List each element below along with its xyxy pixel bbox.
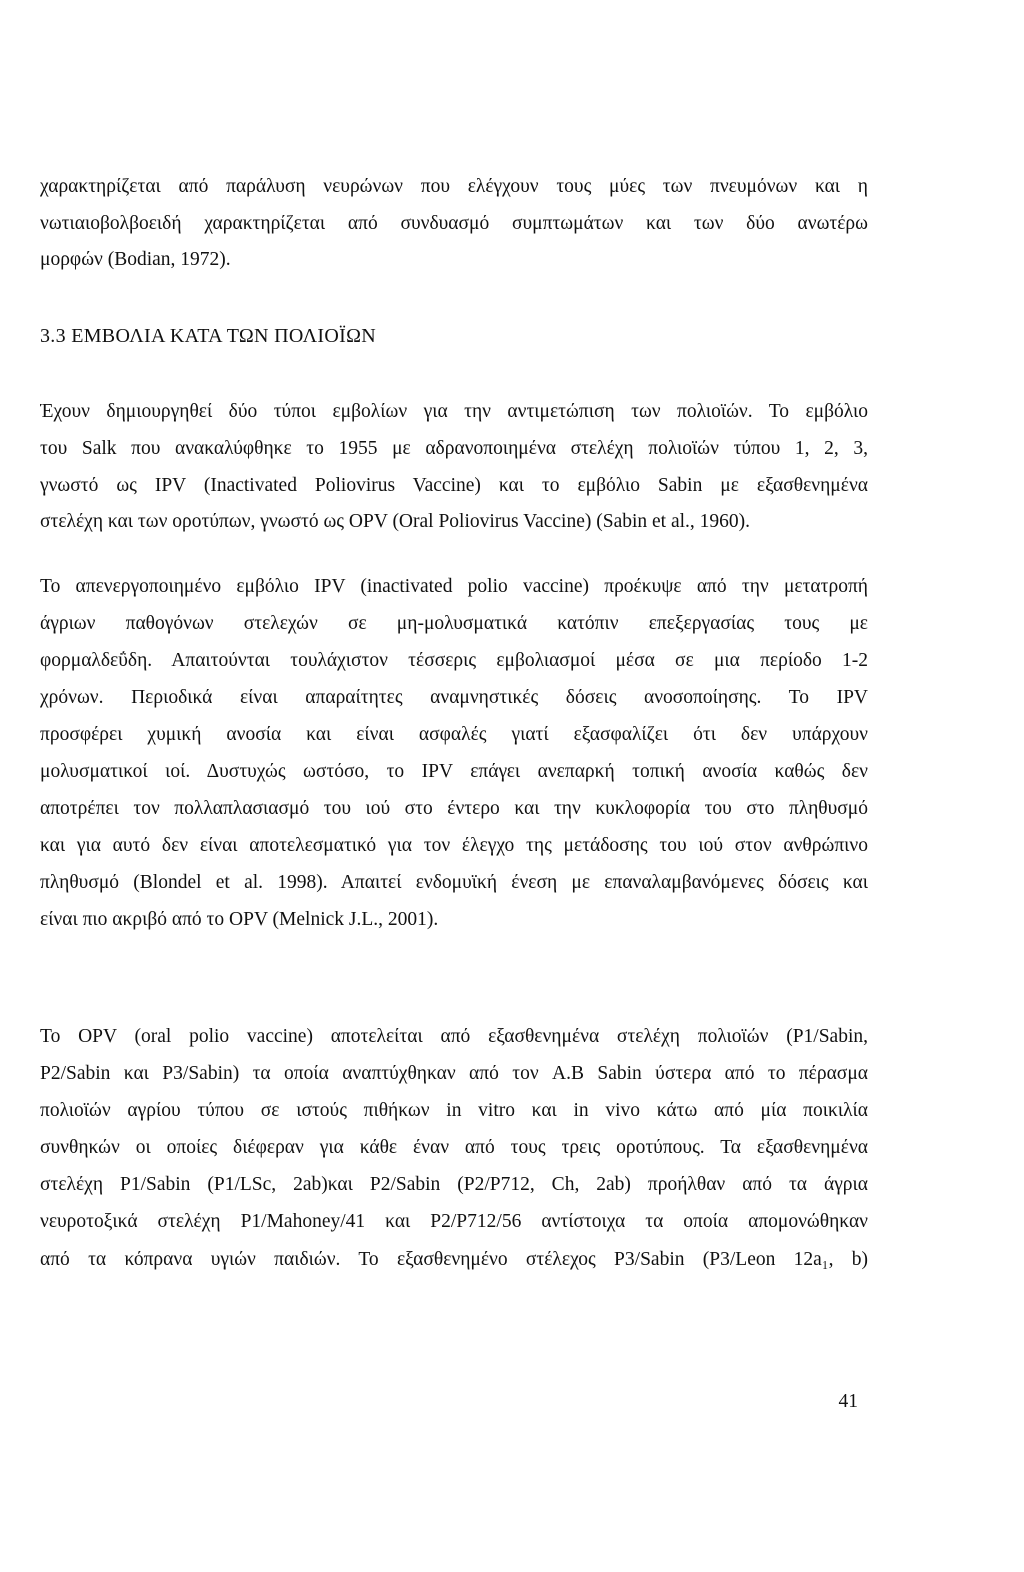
text-line: συνθηκών οι οποίες διέφεραν για κάθε έναν από τους τρεις οροτύπους. Τα εξασθενημένα [40, 1137, 868, 1158]
text-line: νευροτοξικά στελέχη P1/Mahoney/41 και P2/P712/56 αντίστοιχα τα οποία απομονώθηκαν [40, 1211, 868, 1232]
text-line: προσφέρει χυμική ανοσία και είναι ασφαλές γιατί εξασφαλίζει ότι δεν υπάρχουν [40, 724, 868, 745]
text-line: και για αυτό δεν είναι αποτελεσματικό για τον έλεγχο της μετάδοσης του ιού στον ανθρώπινο [40, 835, 868, 856]
text-line: πληθυσμό (Blondel et al. 1998). Απαιτεί ενδομυϊκή ένεση με επαναλαμβανόμενες δόσεις και [40, 872, 868, 893]
text-line: αποτρέπει τον πολλαπλασιασμό του ιού στο έντερο και την κυκλοφορία του στο πληθυσμό [40, 798, 868, 819]
text-line: στελέχη και των οροτύπων, γνωστό ως OPV (Oral Poliovirus Vaccine) (Sabin et al., 1960). [40, 511, 751, 532]
text-line: μολυσματικοί ιοί. Δυστυχώς ωστόσο, το IPV επάγει ανεπαρκή τοπική ανοσία καθώς δεν [40, 761, 868, 782]
text-line: φορμαλδεΰδη. Απαιτούνται τουλάχιστον τέσσερις εμβολιασμοί μέσα σε μια περίοδο 1-2 [40, 650, 868, 671]
text-line: Το OPV (oral polio vaccine) αποτελείται από εξασθενημένα στελέχη πολιοϊών (P1/Sabin, [40, 1026, 868, 1047]
text-line: χαρακτηρίζεται από παράλυση νευρώνων που ελέγχουν τους μύες των πνευμόνων και η [40, 176, 868, 197]
text-line: μορφών (Bodian, 1972). [40, 249, 231, 270]
text-line: γνωστό ως IPV (Inactivated Poliovirus Vaccine) και το εμβόλιο Sabin με εξασθενημένα [40, 475, 868, 496]
text-line: Το απενεργοποιημένο εμβόλιο IPV (inactivated polio vaccine) προέκυψε από την μετατροπή [40, 576, 868, 597]
text-line: P2/Sabin και P3/Sabin) τα οποία αναπτύχθηκαν από τον A.B Sabin ύστερα από το πέρασμα [40, 1063, 868, 1084]
text-line: από τα κόπρανα υγιών παιδιών. Το εξασθενημένο στέλεχος P3/Sabin (P3/Leon 12a₁, b) [40, 1249, 868, 1270]
text-line: νωτιαιοβολβοειδή χαρακτηρίζεται από συνδυασμό συμπτωμάτων και των δύο ανωτέρω [40, 213, 868, 234]
text-line: στελέχη P1/Sabin (P1/LSc, 2ab)και P2/Sabin (P2/P712, Ch, 2ab) προήλθαν από τα άγρια [40, 1174, 868, 1195]
text-line: άγριων παθογόνων στελεχών σε μη-μολυσματικά κατόπιν επεξεργασίας τους με [40, 613, 868, 634]
text-line: χρόνων. Περιοδικά είναι απαραίτητες αναμνηστικές δόσεις ανοσοποίησης. Το IPV [40, 687, 868, 708]
page-number: 41 [838, 1391, 858, 1412]
text-line: πολιοϊών αγρίου τύπου σε ιστούς πιθήκων in vitro και in vivo κάτω από μία ποικιλία [40, 1100, 868, 1121]
text-line: Έχουν δημιουργηθεί δύο τύποι εμβολίων για την αντιμετώπιση των πολιοϊών. Το εμβόλιο [40, 401, 868, 422]
text-line: είναι πιο ακριβό από το OPV (Melnick J.L., 2001). [40, 909, 439, 930]
text-line: του Salk που ανακαλύφθηκε το 1955 με αδρανοποιημένα στελέχη πολιοϊών τύπου 1, 2, 3, [40, 438, 868, 459]
section-heading: 3.3 ΕΜΒΟΛΙΑ ΚΑΤΑ ΤΩΝ ΠΟΛΙΟΪΩΝ [40, 325, 376, 347]
